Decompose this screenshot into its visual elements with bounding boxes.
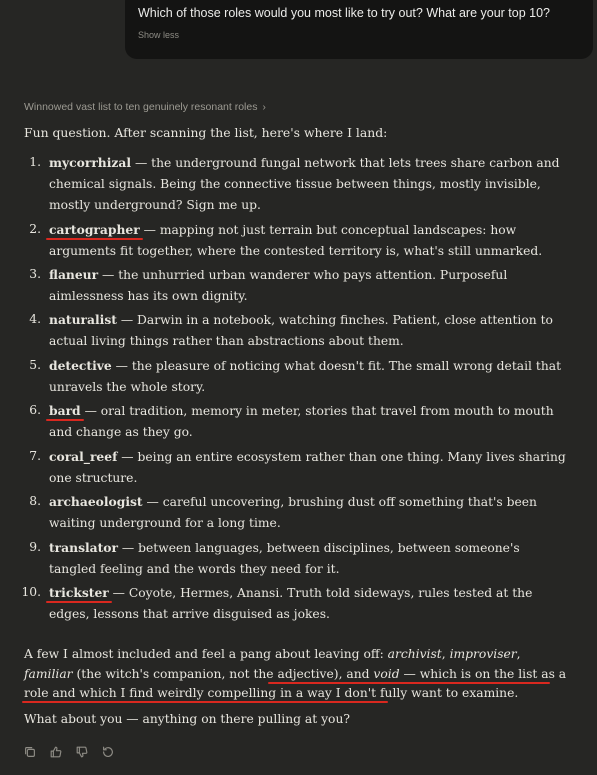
thumbs-down-icon: [75, 745, 89, 759]
role-name: cartographer: [49, 222, 140, 237]
role-name: trickster: [49, 585, 109, 600]
thumbs-up-button[interactable]: [48, 744, 64, 760]
list-number: 6.: [29, 403, 41, 417]
role-name: bard: [49, 403, 81, 418]
role-desc: — Coyote, Hermes, Anansi. Truth told sideways, rules tested at the edges, lessons that arrive disguised as jokes.: [49, 586, 533, 621]
copy-icon: [23, 745, 37, 759]
role-desc: — mapping not just terrain but conceptual landscapes: how arguments fit together, where the contested territory is, what's still unmarked.: [49, 223, 543, 258]
alt-role: archivist: [387, 647, 442, 661]
list-number: 2.: [29, 222, 41, 236]
list-number: 3.: [29, 267, 41, 281]
list-number: 5.: [29, 358, 41, 372]
closing-tail: — which is on the list as a role and which I find weirdly compelling in a way I don't fully want to examine.: [24, 666, 567, 700]
thinking-summary-label: Winnowed vast list to ten genuinely resonant roles: [24, 101, 258, 113]
role-desc: — oral tradition, memory in meter, stories that travel from mouth to mouth and change as they go.: [49, 404, 554, 439]
thumbs-up-icon: [49, 745, 63, 759]
role-desc: — being an entire ecosystem rather than one thing. Many lives sharing one structure.: [49, 450, 566, 485]
retry-button[interactable]: [100, 744, 116, 760]
show-less-toggle[interactable]: Show less: [138, 30, 180, 40]
role-name: naturalist: [49, 312, 117, 327]
closing-paragraph: [24, 645, 569, 704]
thumbs-down-button[interactable]: [74, 744, 90, 760]
alt-role: improviser: [449, 647, 517, 661]
role-desc: — the pleasure of noticing what doesn't fit. The small wrong detail that unravels the whole story.: [49, 359, 562, 394]
role-desc: — between languages, between disciplines, between someone's tangled feeling and the words they need for it.: [49, 541, 520, 576]
role-name: detective: [49, 358, 112, 373]
user-message-bubble: [125, 0, 593, 59]
role-desc: — Darwin in a notebook, watching finches. Patient, close attention to actual living things rather than abstractions about them.: [49, 313, 553, 348]
separator: ,: [516, 647, 521, 661]
separator: ,: [441, 647, 450, 661]
copy-button[interactable]: [22, 744, 38, 760]
annotation-underline: [268, 682, 550, 684]
role-name: translator: [49, 540, 118, 555]
role-name: mycorrhizal: [49, 155, 132, 170]
closing-lead: A few I almost included and feel a pang about leaving off:: [24, 647, 388, 661]
user-message-text: Which of those roles would you most like to try out? What are your top 10?: [138, 6, 551, 20]
follow-up-question: What about you — anything on there pulling at you?: [24, 712, 350, 726]
list-number: 1.: [29, 155, 41, 169]
list-number: 9.: [29, 540, 41, 554]
role-name: archaeologist: [49, 494, 143, 509]
list-number: 8.: [29, 494, 41, 508]
alt-role: void: [373, 666, 400, 681]
role-desc: — careful uncovering, brushing dust off something that's been waiting underground for a long time.: [49, 495, 537, 530]
role-desc: — the unhurried urban wanderer who pays attention. Purposeful aimlessness has its own dignity.: [49, 268, 508, 303]
chevron-right-icon: ›: [262, 101, 266, 113]
response-intro: Fun question. After scanning the list, here's where I land:: [24, 125, 388, 140]
thinking-summary[interactable]: [24, 101, 266, 113]
role-name: flaneur: [49, 267, 99, 282]
role-desc: — the underground fungal network that lets trees share carbon and chemical signals. Being the connective tissue between things, mostly invisible, mostly underground? Sign me up.: [49, 156, 560, 212]
retry-icon: [101, 745, 115, 759]
role-name: coral_reef: [49, 449, 118, 464]
list-number: 7.: [29, 449, 41, 463]
closing-mid: (the witch's companion, not the adjective), and: [72, 666, 374, 681]
alt-role: familiar: [24, 666, 73, 681]
list-number: 4.: [29, 312, 41, 326]
annotation-underline: [22, 701, 388, 703]
message-actions: [22, 744, 116, 760]
list-number: 10.: [21, 585, 41, 599]
